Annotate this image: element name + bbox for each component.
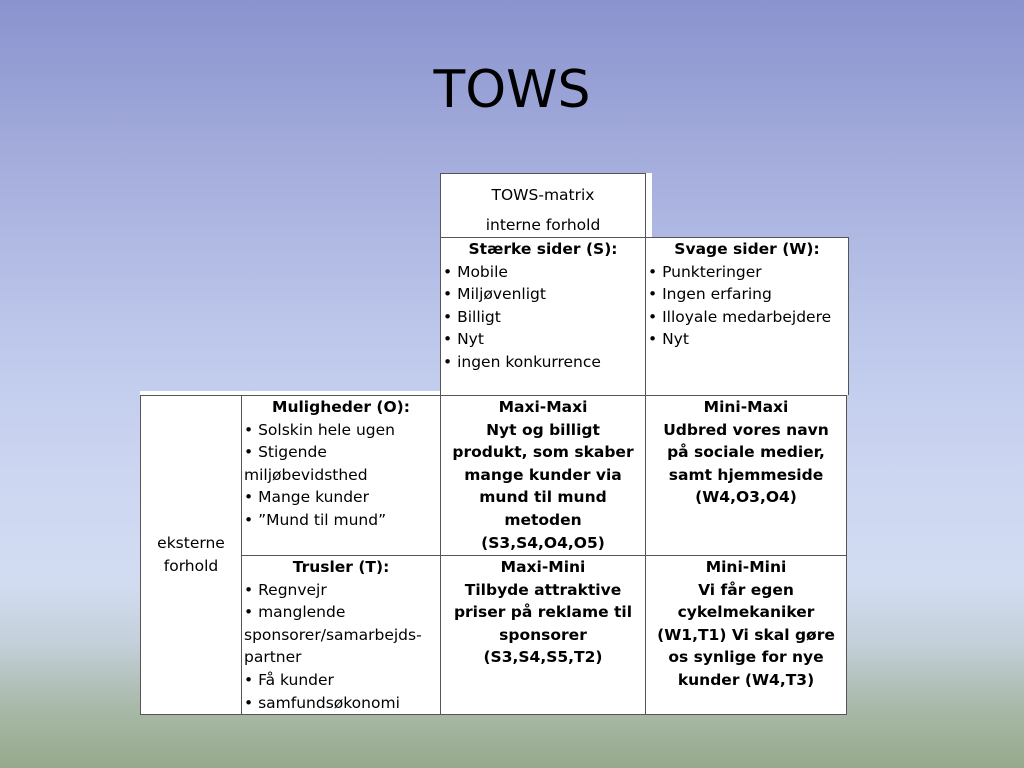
list-item: • ”Mund til mund” <box>244 509 440 532</box>
opportunities-cell <box>242 395 441 555</box>
list-item: • Nyt <box>443 328 645 351</box>
list-item: • ingen konkurrence <box>443 351 645 374</box>
maxi-maxi-heading: Maxi-Maxi <box>498 398 588 416</box>
mini-maxi-cell <box>646 395 847 555</box>
weaknesses-heading: Svage sider (W): <box>674 240 820 258</box>
maxi-mini-text: Tilbyde attraktive priser på reklame til sponsorer (S3,S4,S5,T2) <box>453 580 633 667</box>
external-label: eksterne forhold <box>157 534 225 575</box>
corner-strip <box>646 173 652 237</box>
list-item: • Regnvejr <box>244 579 440 602</box>
maxi-mini-heading: Maxi-Mini <box>500 558 586 576</box>
maxi-maxi-text: Nyt og billigt produkt, som skaber mange kunder via mund til mund metoden (S3,S4,O4,O5) <box>452 420 634 552</box>
opportunities-list <box>242 419 440 532</box>
weaknesses-list <box>646 261 848 351</box>
external-label-cell <box>140 395 242 715</box>
matrix-title-cell <box>440 173 646 237</box>
list-item: • Stigende miljøbevidsthed <box>244 441 440 486</box>
strengths-list <box>441 261 645 374</box>
list-item: • Solskin hele ugen <box>244 419 440 442</box>
maxi-maxi-cell <box>441 395 646 555</box>
mini-mini-text: Vi får egen cykelmekaniker (W1,T1) Vi skal gøre os synlige for nye kunder (W4,T3) <box>657 580 835 689</box>
mini-mini-cell <box>646 555 847 715</box>
list-item: • Miljøvenligt <box>443 283 645 306</box>
matrix-title: TOWS-matrix <box>491 186 595 204</box>
mini-maxi-text: Udbred vores navn på sociale medier, samt hjemmeside (W4,O3,O4) <box>663 420 829 507</box>
weaknesses-cell <box>646 237 849 395</box>
list-item: • samfundsøkonomi <box>244 692 440 715</box>
list-item: • Få kunder <box>244 669 440 692</box>
threats-heading: Trusler (T): <box>292 558 390 576</box>
slide-title: TOWS <box>433 60 591 120</box>
list-item: • Punkteringer <box>648 261 848 284</box>
list-item: • Billigt <box>443 306 645 329</box>
list-item: • Illoyale medarbejdere <box>648 306 848 329</box>
internal-label: interne forhold <box>485 216 601 234</box>
list-item: • manglende sponsorer/samarbejds-partner <box>244 601 440 669</box>
list-item: • Ingen erfaring <box>648 283 848 306</box>
opportunities-heading: Muligheder (O): <box>272 398 410 416</box>
mini-mini-heading: Mini-Mini <box>705 558 787 576</box>
threats-list <box>242 579 440 715</box>
threats-cell <box>242 555 441 715</box>
maxi-mini-cell <box>441 555 646 715</box>
list-item: • Mange kunder <box>244 486 440 509</box>
list-item: • Nyt <box>648 328 848 351</box>
mini-maxi-heading: Mini-Maxi <box>703 398 789 416</box>
list-item: • Mobile <box>443 261 645 284</box>
strengths-heading: Stærke sider (S): <box>468 240 618 258</box>
strengths-cell <box>440 237 646 395</box>
